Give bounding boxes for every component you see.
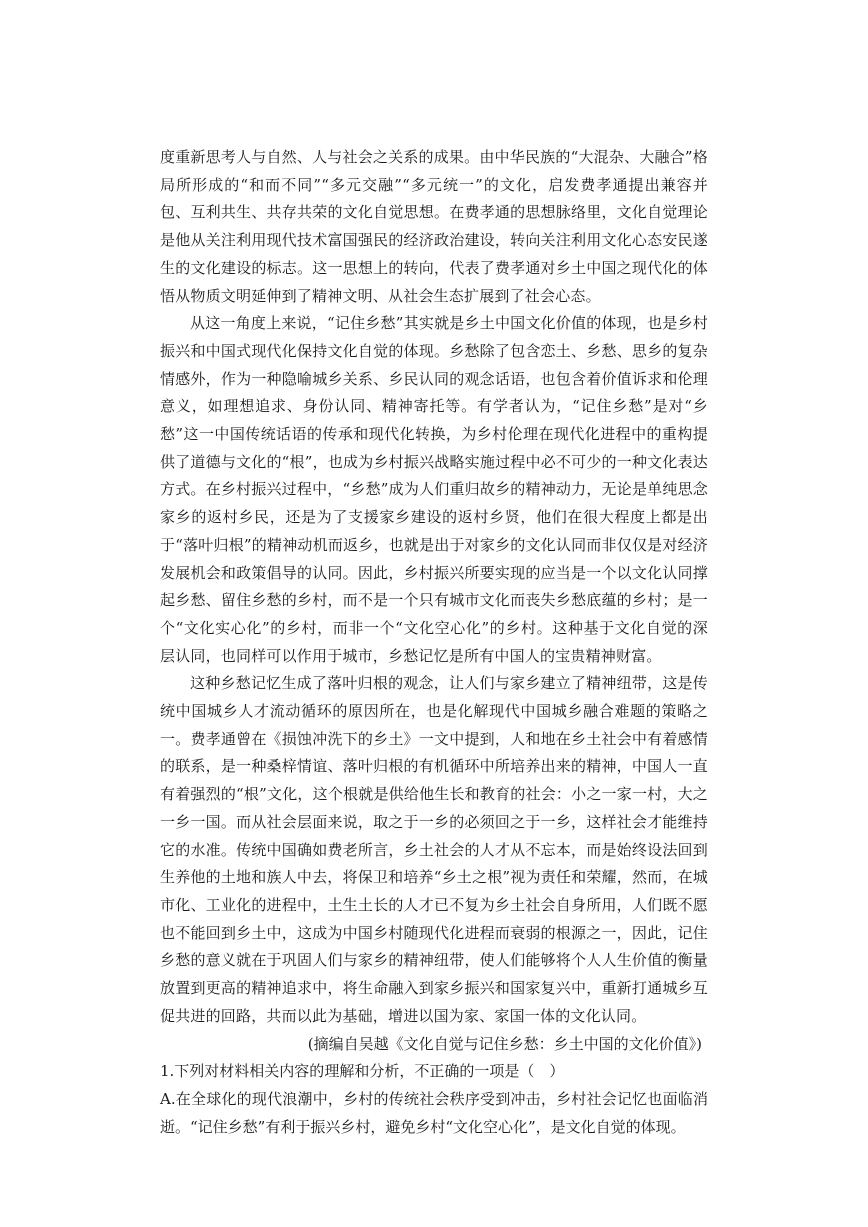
article-paragraph-3: 这种乡愁记忆生成了落叶归根的观念，让人们与家乡建立了精神纽带，这是传统中国城乡人才流动循环的原因所在，也是化解现代中国城乡融合难题的策略之一。费孝通曾在《损蚀冲洗下的乡土》一文中提到，人和地在乡土社会中有着感情的联系，是一种桑梓情谊、落叶归根的有机循环中所培养出来的精神，中国人一直有着强烈的“根”文化，这个根就是供给他生长和教育的社会：小之一家一村，大之一乡一国。而从社会层面来说，取之于一乡的必须回之于一乡，这样社会才能维持它的水准。传统中国确如费老所言，乡土社会的人才从不忘本，而是始终设法回到生养他的土地和族人中去，将保卫和培养“乡土之根”视为责任和荣耀，然而，在城市化、工业化的进程中，土生土长的人才已不复为乡土社会自身所用，人们既不愿也不能回到乡土中，这成为中国乡村随现代化进程而衰弱的根源之一，因此，记住乡愁的意义就在于巩固人们与家乡的精神纽带，使人们能够将个人人生价值的衡量放置到更高的精神追求中，将生命融入到家乡振兴和国家复兴中，重新打通城乡互促共进的回路，共而以此为基础，增进以国为家、家国一体的文化认同。 — [160, 674, 708, 1025]
question-stem: 1.下列对材料相关内容的理解和分析，不正确的一项是（ ） — [160, 1062, 565, 1081]
article-paragraph-2: 从这一角度上来说，“记住乡愁”其实就是乡土中国文化价值的体现，也是乡村振兴和中国式现代化保持文化自觉的体现。乡愁除了包含恋土、乡愁、思乡的复杂情感外，作为一种隐喻城乡关系、乡民认同的观念话语，也包含着价值诉求和伦理意义，如理想追求、身份认同、精神寄托等。有学者认为，“记住乡愁”是对“乡愁”这一中国传统话语的传承和现代化转换，为乡村伦理在现代化进程中的重构提供了道德与文化的“根”，也成为乡村振兴战略实施过程中必不可少的一种文化表达方式。在乡村振兴过程中，“乡愁”成为人们重归故乡的精神动力，无论是单纯思念家乡的返村乡民，还是为了支援家乡建设的返村乡贤，他们在很大程度上都是出于“落叶归根”的精神动机而返乡，也就是出于对家乡的文化认同而非仅仅是对经济发展机会和政策倡导的认同。因此，乡村振兴所要实现的应当是一个以文化认同撑起乡愁、留住乡愁的乡村，而不是一个只有城市文化而丧失乡愁底蕴的乡村；是一个“文化实心化”的乡村，而非一个“文化空心化”的乡村。这种基于文化自觉的深层认同，也同样可以作用于城市，乡愁记忆是所有中国人的宝贵精神财富。 — [160, 314, 708, 665]
question-option-a: A.在全球化的现代浪潮中，乡村的传统社会秩序受到冲击，乡村社会记忆也面临消逝。“记住乡愁”有利于振兴乡村，避免乡村“文化空心化”，是文化自觉的体现。 — [160, 1089, 708, 1136]
article-source: (摘编自吴越《文化自觉与记住乡愁：乡土中国的文化价值》) — [307, 1034, 702, 1053]
article-paragraph-1: 度重新思考人与自然、人与社会之关系的成果。由中华民族的“大混杂、大融合”格局所形成的“和而不同”“多元交融”“多元统一”的文化，启发费孝通提出兼容并包、互利共生、共存共荣的文化自觉思想。在费孝通的思想脉络里，文化自觉理论是他从关注利用现代技术富国强民的经济政治建设，转向关注利用文化心态安民遂生的文化建设的标志。这一思想上的转向，代表了费孝通对乡土中国之现代化的体悟从物质文明延伸到了精神文明、从社会生态扩展到了社会心态。 — [160, 148, 708, 305]
document-page — [160, 144, 708, 1141]
